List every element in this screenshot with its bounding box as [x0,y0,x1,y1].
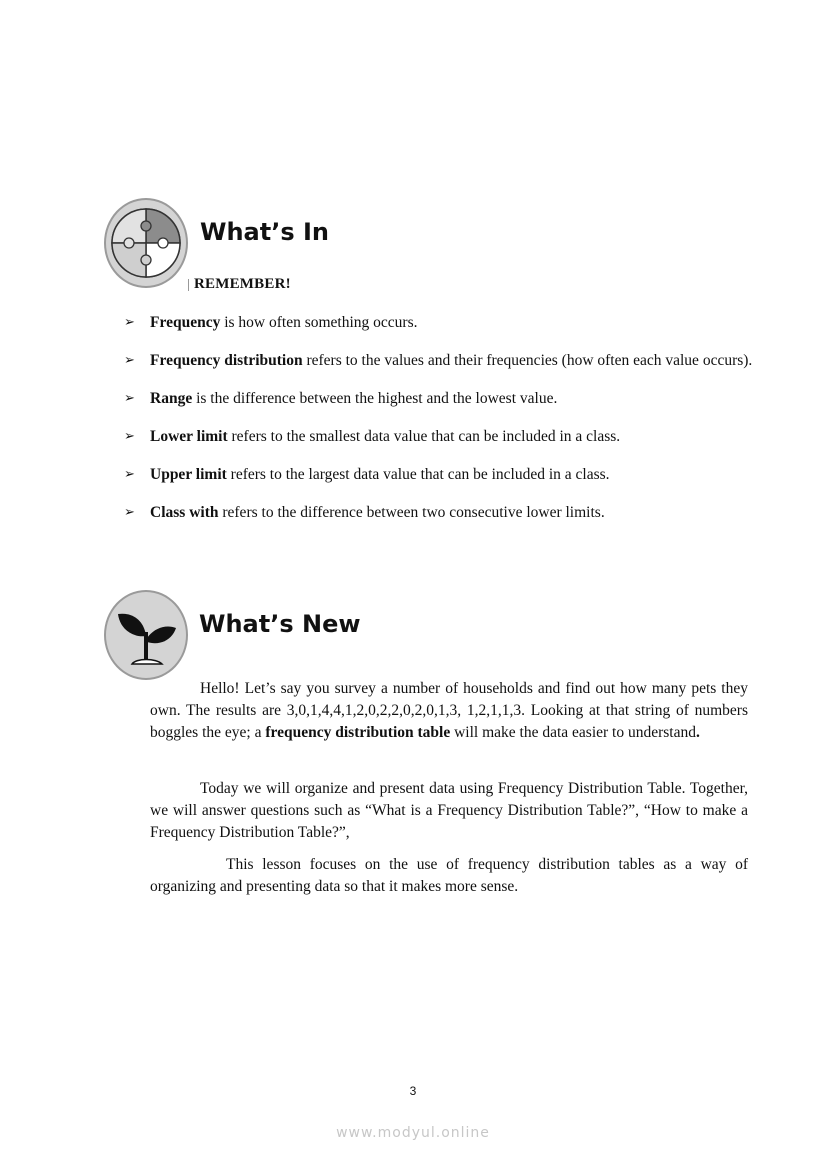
watermark: www.modyul.online [336,1125,490,1141]
remember-heading: REMEMBER! [194,276,291,292]
arrow-bullet-icon: ➢ [124,353,135,368]
puzzle-icon [106,200,186,286]
intro-bold-term: frequency distribution table [265,724,451,741]
arrow-bullet-icon: ➢ [124,315,135,330]
arrow-bullet-icon: ➢ [124,467,135,482]
definition-term: Range [150,390,193,407]
list-item [124,351,764,370]
list-item [124,313,764,332]
definition-term: Frequency [150,314,221,331]
arrow-bullet-icon: ➢ [124,505,135,520]
definition-text: is the difference between the highest and the lowest value. [192,390,558,407]
list-item [124,503,764,522]
definition-term: Frequency distribution [150,352,303,369]
definition-text: is how often something occurs. [220,314,418,331]
intro-text-end: will make the data easier to understand [450,724,696,741]
definition-term: Lower limit [150,428,228,445]
whats-new-title: What’s New [199,610,361,638]
intro-paragraph [150,678,748,744]
list-item [124,465,764,484]
list-item [124,389,764,408]
definition-term: Class with [150,504,219,521]
definition-term: Upper limit [150,466,227,483]
objectives-paragraph: Today we will organize and present data using Frequency Distribution Table. Together, we will answer questions such as “What is a Frequency Distribution Table?”, “How to make a Frequency Distribution Table?”, [150,780,748,841]
definitions-list [124,313,764,541]
whats-in-title: What’s In [200,218,329,246]
intro-period: . [696,724,700,741]
whats-new-badge [104,590,188,680]
sprout-icon [106,592,186,678]
definition-text: refers to the difference between two consecutive lower limits. [218,504,605,521]
arrow-bullet-icon: ➢ [124,391,135,406]
remember-marker [188,279,189,291]
arrow-bullet-icon: ➢ [124,429,135,444]
definition-text: refers to the smallest data value that can be included in a class. [227,428,621,445]
whats-in-badge [104,198,188,288]
page-number: 3 [409,1084,417,1098]
definition-text: refers to the values and their frequencies (how often each value occurs). [302,352,753,369]
intro-text-start: Hello! Let’s say you survey a number of households and find out how many pets they own. The results are 3,0,1,4,4,1,2,0,2,2,0,2,0,1,3, 1,2,1,1,3. Looking at that string of numbers boggles the eye; a [150,680,748,741]
focus-paragraph: This lesson focuses on the use of frequency distribution tables as a way of organizing and presenting data so that it makes more sense. [150,856,748,895]
definition-text: refers to the largest data value that can be included in a class. [226,466,610,483]
list-item [124,427,764,446]
